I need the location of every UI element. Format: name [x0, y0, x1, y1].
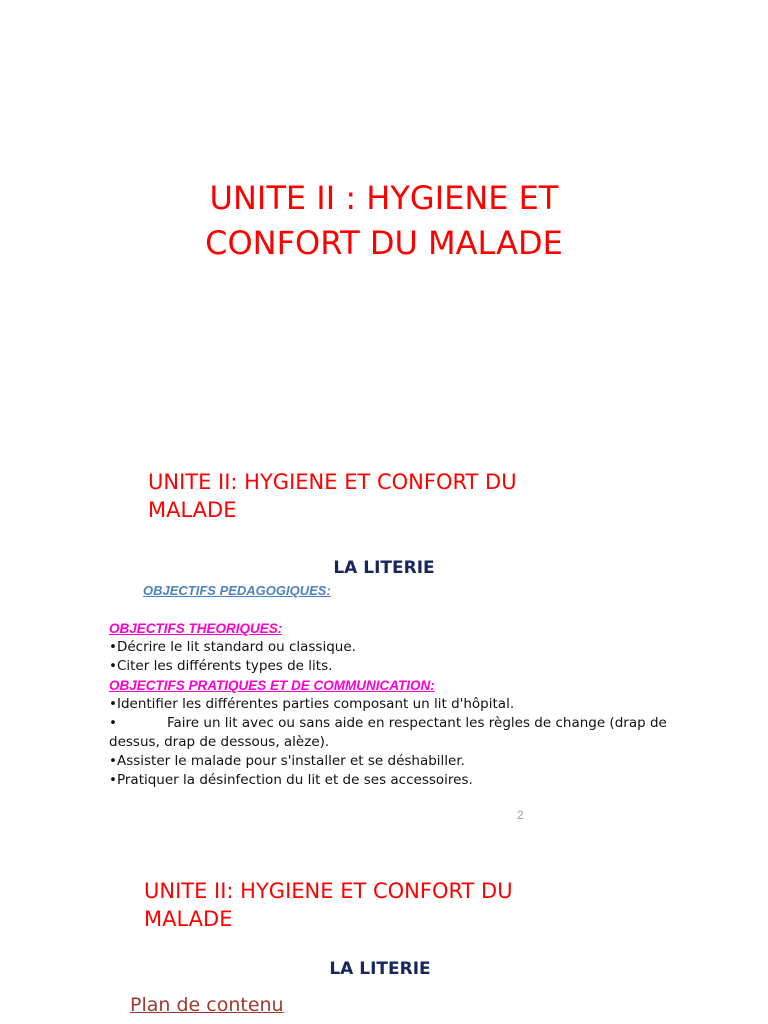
objectives-body — [109, 619, 709, 790]
unit-heading-line-1: UNITE II: HYGIENE ET CONFORT DU — [144, 879, 513, 903]
objectifs-pedagogiques-heading: OBJECTIFS PEDAGOGIQUES: — [143, 583, 331, 598]
unit-heading — [148, 468, 517, 524]
pratiques-item-2-line-1: Faire un lit avec ou sans aide en respectant les règles de change (drap de — [167, 715, 667, 731]
theoriques-item-1: •Décrire le lit standard ou classique. — [109, 639, 356, 655]
main-title-line-1: UNITE II : HYGIENE ET — [209, 179, 559, 217]
pratiques-item-3: •Assister le malade pour s'installer et se déshabiller. — [109, 753, 465, 769]
pratiques-item-2-bullet: • — [109, 715, 117, 731]
section-title: LA LITERIE — [333, 558, 435, 578]
plan-de-contenu-link[interactable]: Plan de contenu — [130, 994, 284, 1016]
main-title-line-2: CONFORT DU MALADE — [205, 224, 563, 262]
objectifs-theoriques-heading: OBJECTIFS THEORIQUES: — [109, 621, 283, 636]
main-title — [0, 176, 768, 266]
unit-heading-line-1: UNITE II: HYGIENE ET CONFORT DU — [148, 470, 517, 494]
pratiques-item-2-continuation: dessus, drap de dessous, alèze). — [109, 734, 330, 750]
theoriques-item-2: •Citer les différents types de lits. — [109, 658, 333, 674]
page-number: 2 — [517, 808, 524, 822]
objectifs-pratiques-heading: OBJECTIFS PRATIQUES ET DE COMMUNICATION: — [109, 678, 435, 693]
unit-heading-line-2: MALADE — [144, 907, 233, 931]
unit-heading-line-2: MALADE — [148, 498, 237, 522]
unit-heading — [144, 877, 513, 933]
section-title: LA LITERIE — [329, 959, 431, 979]
pratiques-item-4: •Pratiquer la désinfection du lit et de ses accessoires. — [109, 772, 473, 788]
slide-title — [0, 0, 768, 440]
pratiques-item-2 — [109, 714, 709, 733]
pratiques-item-1: •Identifier les différentes parties composant un lit d'hôpital. — [109, 696, 515, 712]
